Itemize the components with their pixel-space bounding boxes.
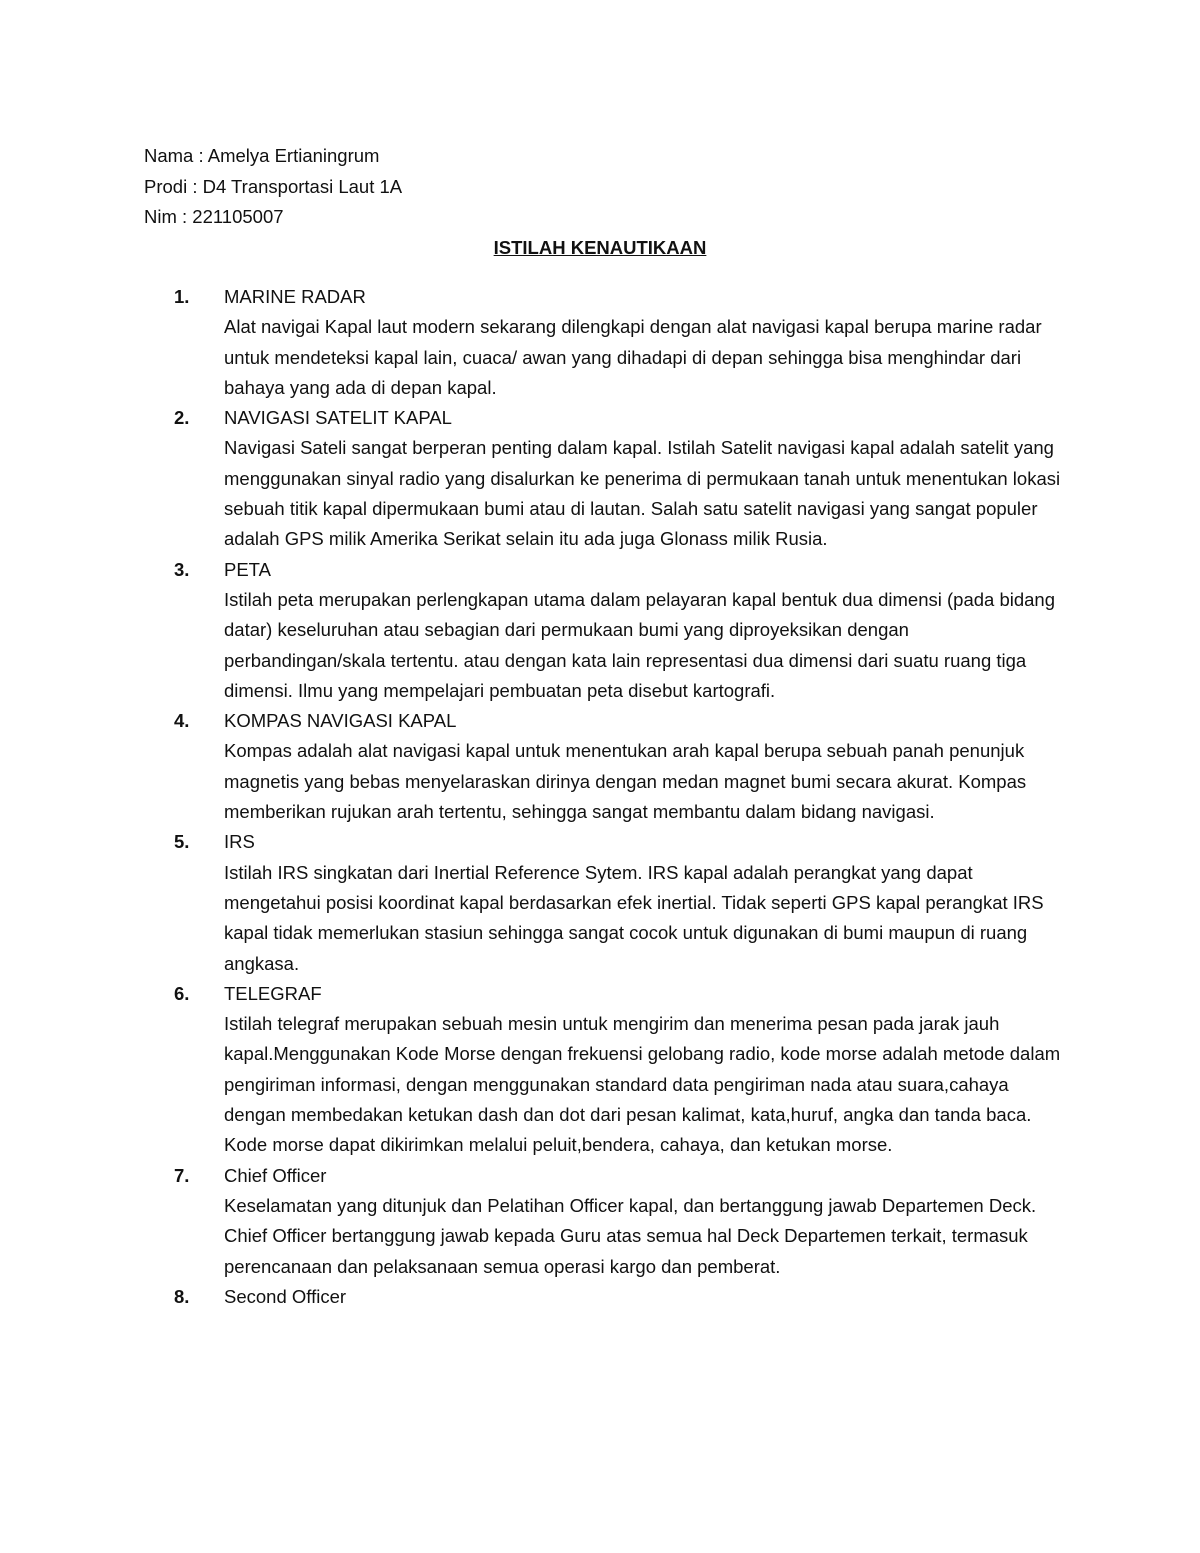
term-description: Istilah telegraf merupakan sebuah mesin untuk mengirim dan menerima pesan pada jarak jauh kapal.Menggunakan Kode Morse dengan frekuensi gelobang radio, kode morse adalah metode dalam pengiriman informasi, dengan menggunakan standard data pengiriman nada atau suara,cahaya dengan membedakan ketukan dash dan dot dari pesan kalimat, kata,huruf, angka dan tanda baca. Kode morse dapat dikirimkan melalui peluit,bendera, cahaya, dan ketukan morse. <box>224 1013 1061 1156</box>
term-item <box>144 706 1064 827</box>
term-description: Alat navigai Kapal laut modern sekarang dilengkapi dengan alat navigasi kapal berupa marine radar untuk mendeteksi kapal lain, cuaca/ awan yang dihadapi di depan sehingga bisa menghindar dari bahaya yang ada di depan kapal. <box>224 316 1042 398</box>
student-id: Nim : 221105007 <box>144 206 284 227</box>
term-number: 4. <box>174 710 190 732</box>
term-heading: IRS <box>224 831 255 853</box>
term-list <box>144 282 1064 1312</box>
term-item <box>144 403 1064 554</box>
document-title: ISTILAH KENAUTIKAAN <box>493 237 707 258</box>
term-description: Kompas adalah alat navigasi kapal untuk menentukan arah kapal berupa sebuah panah penunjuk magnetis yang bebas menyelaraskan dirinya dengan medan magnet bumi secara akurat. Kompas memberikan rujukan arah tertentu, sehingga sangat membantu dalam bidang navigasi. <box>224 740 1027 823</box>
student-name: Nama : Amelya Ertianingrum <box>144 145 380 166</box>
term-number: 8. <box>174 1285 190 1307</box>
term-item <box>144 1161 1064 1282</box>
term-item <box>144 1282 1064 1312</box>
term-heading: TELEGRAF <box>224 982 322 1004</box>
study-program: Prodi : D4 Transportasi Laut 1A <box>144 175 403 197</box>
term-description: Istilah peta merupakan perlengkapan utama dalam pelayaran kapal bentuk dua dimensi (pada bidang datar) keseluruhan atau sebagian dari permukaan bumi yang diproyeksikan dengan perbandingan/skala tertentu. atau dengan kata lain representasi dua dimensi dari suatu ruang tiga dimensi. Ilmu yang mempelajari pembuatan peta disebut kartografi. <box>224 588 1056 701</box>
term-number: 7. <box>174 1164 190 1186</box>
term-number: 5. <box>174 831 190 853</box>
term-item <box>144 282 1064 403</box>
term-number: 3. <box>174 558 190 580</box>
term-description: Istilah IRS singkatan dari Inertial Reference Sytem. IRS kapal adalah perangkat yang dapat mengetahui posisi koordinat kapal berdasarkan efek inertial. Tidak seperti GPS kapal perangkat IRS kapal tidak memerlukan stasiun sehingga sangat cocok untuk digunakan di bumi maupun di ruang angkasa. <box>224 861 1044 974</box>
term-heading: KOMPAS NAVIGASI KAPAL <box>224 710 457 732</box>
student-info <box>144 141 402 233</box>
term-number: 6. <box>174 982 190 1004</box>
term-heading: NAVIGASI SATELIT KAPAL <box>224 407 452 429</box>
term-item <box>144 979 1064 1161</box>
term-item <box>144 827 1064 978</box>
term-number: 1. <box>174 286 190 307</box>
term-heading: PETA <box>224 558 271 580</box>
term-description: Keselamatan yang ditunjuk dan Pelatihan Officer kapal, dan bertanggung jawab Departemen Deck. Chief Officer bertanggung jawab kepada Guru atas semua hal Deck Departemen terkait, termasuk perencanaan dan pelaksanaan semua operasi kargo dan pemberat. <box>224 1194 1037 1277</box>
term-description: Navigasi Sateli sangat berperan penting dalam kapal. Istilah Satelit navigasi kapal adalah satelit yang menggunakan sinyal radio yang disalurkan ke penerima di permukaan tanah untuk menentukan lokasi sebuah titik kapal dipermukaan bumi atau di lautan. Salah satu satelit navigasi yang sangat populer adalah GPS milik Amerika Serikat selain itu ada juga Glonass milik Rusia. <box>224 437 1061 550</box>
term-item <box>144 555 1064 706</box>
term-heading: Chief Officer <box>224 1164 327 1186</box>
term-heading: MARINE RADAR <box>224 286 366 307</box>
term-heading: Second Officer <box>224 1285 347 1307</box>
term-number: 2. <box>174 407 190 429</box>
